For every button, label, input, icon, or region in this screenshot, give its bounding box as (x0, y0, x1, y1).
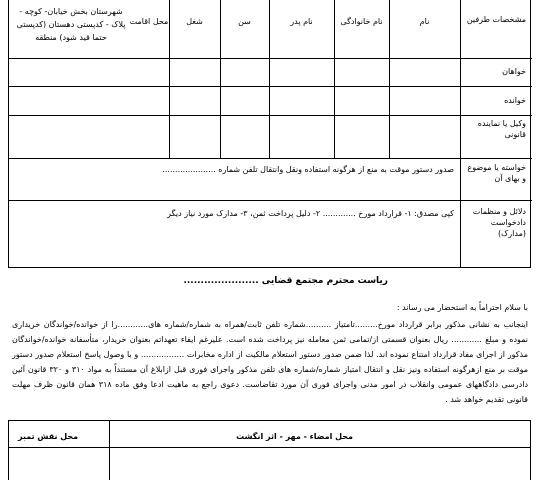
footer-divider (8, 420, 9, 480)
header-parties: مشخصات طرفین (466, 15, 526, 24)
table-divider (9, 200, 532, 201)
row-request-label: خواسته یا موضوع و بهای آن (467, 163, 526, 183)
table-divider (9, 86, 532, 87)
header-last-name: نام خانوادگی (340, 17, 383, 26)
table-divider (9, 58, 532, 59)
header-age: سن (238, 17, 251, 26)
row-plaintiff-label: خواهان (502, 67, 526, 76)
table-divider (460, 0, 461, 268)
petition-table (8, 0, 531, 268)
row-evidence-label: دلائل و منظمات دادخواست (مدارک) (472, 207, 526, 238)
footer-divider (530, 420, 531, 480)
header-address: شهرستان بخش خیابان- کوچه - پلاک - کدپستی دهستان (کدپستی حتما قید شود) منطقه (16, 7, 126, 42)
header-job: شغل (186, 17, 203, 26)
footer-divider (109, 420, 110, 480)
table-divider (9, 115, 532, 116)
header-first-name: نام (419, 17, 430, 26)
letter-body: اینجانب به نشانی مذکور برابر قرارداد مورخ.........تامتیاز ..........شماره تلفن ثابت/همراه به شماره/شماره های............را از خوانده/خواندگان خریداری نموده و مبلغ ............ ریال بعنوان قسمتی از/تمامی ثمن معامله نیز پرداخت شده است. علیرغم ایفاء تعهداتم بعنوان خریدار، متأسفانه خوانده/خواندگان مذکور از اجرای مفاد قرارداد امتناع نموده اند. لذا ضمن صدور دستور استعلام مالکیت از اداره مخابرات ................. و با وصول پاسخ استعلام صدور دستور موقت بر منع ازهرگونه استفاده ونیز نقل و انتقال امتیاز شماره/شماره های تلفن مذکور واجرای فوری قبل ازابلاغ آن مستنداً به مواد ۳۱۰ و ۳۲۰ قانون آئین دادرسی دادگاههای عمومی وانقلاب در امور مدنی واجرای فوری آن مورد تقاضاست. دعوی راجع به ماهیت ادعا وفق ماده ۳۱۸ همان قانون ظرف مهلت قانونی تقدیم خواهد شد . (12, 320, 529, 404)
request-text: صدور دستور موقت به منع از هرگونه استفاده ونقل وانتقال تلفن شماره ..................... (162, 165, 454, 174)
letter-greeting: با سلام احتراماً به استحضار می رساند : (396, 303, 528, 312)
header-father-name: نام پدر (290, 17, 313, 26)
table-divider (9, 158, 532, 159)
row-lawyer-label: وکیل یا نماینده قانونی (477, 119, 526, 139)
signature-place: محل امضاء - مهر - اثر انگشت (236, 432, 353, 441)
letter-title: ریاست محترم مجتمع قضایی ...................... (183, 276, 388, 286)
footer-divider (8, 447, 531, 448)
row-defendant-label: خوانده (504, 96, 526, 105)
stamp-place: محل نقش تمبر (18, 432, 79, 441)
footer-divider (8, 420, 531, 421)
header-residence: محل اقامت (129, 17, 169, 26)
evidence-text: کپی مصدق: ۱- قرارداد مورخ ............. ۲- دلیل پرداخت ثمن، ۳- مدارک مورد نیاز دیگر (167, 209, 454, 218)
